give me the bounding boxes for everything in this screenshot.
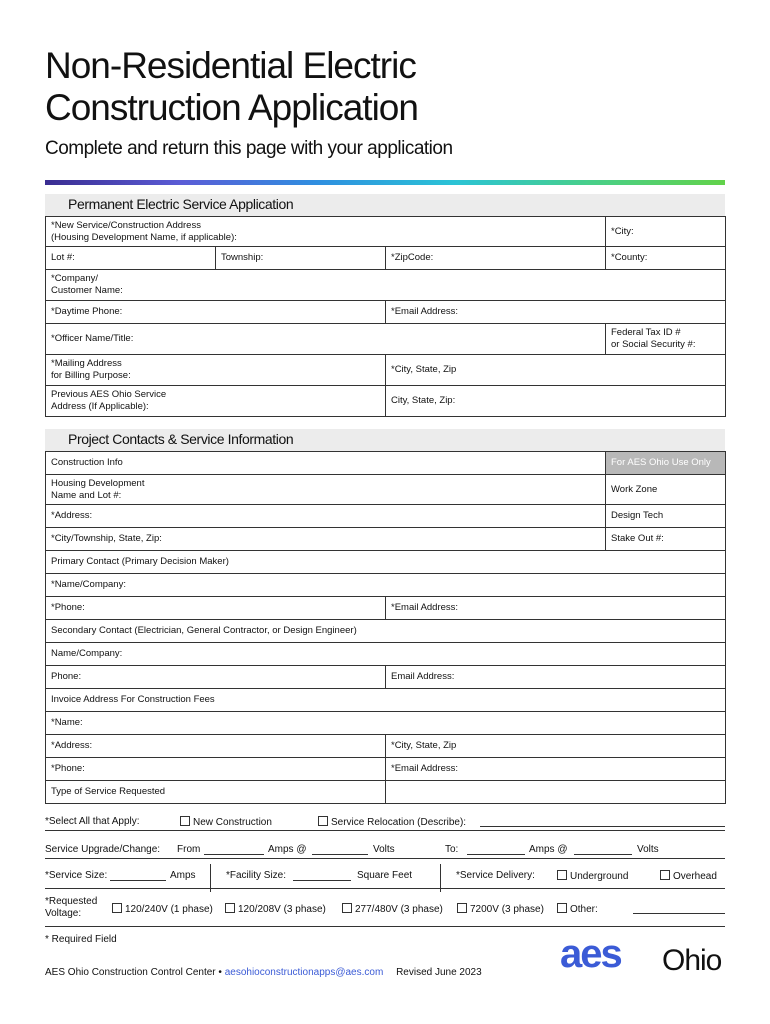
primary-name-field[interactable]: *Name/Company: bbox=[46, 574, 726, 597]
checkbox-icon[interactable] bbox=[225, 903, 235, 913]
primary-contact-label: Primary Contact (Primary Decision Maker) bbox=[46, 551, 726, 574]
work-zone-field[interactable]: Work Zone bbox=[606, 475, 726, 505]
project-contacts-table bbox=[45, 451, 726, 804]
contact-email-link[interactable]: aesohioconstructionapps@aes.com bbox=[224, 967, 384, 978]
voltage-option-7200[interactable]: 7200V (3 phase) bbox=[457, 903, 544, 915]
checkbox-icon[interactable] bbox=[660, 870, 670, 880]
gradient-divider bbox=[45, 180, 725, 185]
square-feet-label: Square Feet bbox=[357, 870, 413, 881]
footer bbox=[45, 967, 482, 978]
control-center-label: AES Ohio Construction Control Center • bbox=[45, 967, 222, 978]
type-of-service-label: Type of Service Requested bbox=[46, 781, 386, 804]
overhead-option[interactable]: Overhead bbox=[660, 870, 717, 882]
city-township-field[interactable]: *City/Township, State, Zip: bbox=[46, 528, 606, 551]
officer-field[interactable]: *Officer Name/Title: bbox=[46, 324, 606, 355]
to-label: To: bbox=[445, 844, 459, 855]
page-subtitle: Complete and return this page with your application bbox=[45, 138, 453, 159]
from-volts-input[interactable] bbox=[312, 854, 368, 855]
checkbox-icon[interactable] bbox=[557, 903, 567, 913]
zipcode-field[interactable]: *ZipCode: bbox=[386, 247, 606, 270]
divider bbox=[440, 864, 441, 892]
to-amps-input[interactable] bbox=[467, 854, 525, 855]
service-delivery-label: *Service Delivery: bbox=[456, 870, 535, 881]
invoice-address-field[interactable]: *Address: bbox=[46, 735, 386, 758]
previous-address-field[interactable]: Previous AES Ohio Service Address (If Applicable): bbox=[46, 386, 386, 417]
permanent-service-table bbox=[45, 216, 726, 417]
facility-size-label: *Facility Size: bbox=[226, 870, 287, 881]
to-amps-at-label: Amps @ bbox=[529, 844, 568, 855]
design-tech-field[interactable]: Design Tech bbox=[606, 505, 726, 528]
lot-field[interactable]: Lot #: bbox=[46, 247, 216, 270]
upgrade-label: Service Upgrade/Change: bbox=[45, 844, 161, 855]
service-size-input[interactable] bbox=[110, 880, 166, 881]
voltage-option-120-208[interactable]: 120/208V (3 phase) bbox=[225, 903, 326, 915]
revised-date: Revised June 2023 bbox=[396, 967, 482, 978]
amps-at-label: Amps @ bbox=[268, 844, 307, 855]
construction-info-label: Construction Info bbox=[46, 452, 606, 475]
previous-csz-field[interactable]: City, State, Zip: bbox=[386, 386, 726, 417]
section-header-permanent: Permanent Electric Service Application bbox=[45, 194, 725, 216]
underground-option[interactable]: Underground bbox=[557, 870, 628, 882]
required-field-note: * Required Field bbox=[45, 934, 117, 945]
checkbox-icon[interactable] bbox=[457, 903, 467, 913]
aes-use-only-label: For AES Ohio Use Only bbox=[606, 452, 726, 475]
checkbox-icon[interactable] bbox=[318, 816, 328, 826]
to-volts-input[interactable] bbox=[574, 854, 632, 855]
email-field[interactable]: *Email Address: bbox=[386, 301, 726, 324]
relocation-option[interactable]: Service Relocation (Describe): bbox=[318, 816, 466, 828]
new-service-address-field[interactable]: *New Service/Construction Address (Housing Development Name, if applicable): bbox=[46, 217, 606, 247]
relocation-input[interactable] bbox=[480, 826, 725, 827]
construction-address-field[interactable]: *Address: bbox=[46, 505, 606, 528]
township-field[interactable]: Township: bbox=[216, 247, 386, 270]
other-voltage-input[interactable] bbox=[633, 913, 725, 914]
from-amps-input[interactable] bbox=[204, 854, 264, 855]
amps-label: Amps bbox=[170, 870, 196, 881]
daytime-phone-field[interactable]: *Daytime Phone: bbox=[46, 301, 386, 324]
to-volts-label: Volts bbox=[637, 844, 659, 855]
checkbox-icon[interactable] bbox=[557, 870, 567, 880]
checkbox-icon[interactable] bbox=[342, 903, 352, 913]
county-field[interactable]: *County: bbox=[606, 247, 726, 270]
primary-phone-field[interactable]: *Phone: bbox=[46, 597, 386, 620]
checkbox-icon[interactable] bbox=[112, 903, 122, 913]
divider bbox=[210, 864, 211, 892]
company-field[interactable]: *Company/ Customer Name: bbox=[46, 270, 726, 301]
city-field[interactable]: *City: bbox=[606, 217, 726, 247]
volts-label: Volts bbox=[373, 844, 395, 855]
page-title: Non-Residential Electric Construction Application bbox=[45, 45, 418, 128]
new-construction-option[interactable]: New Construction bbox=[180, 816, 272, 828]
mailing-address-field[interactable]: *Mailing Address for Billing Purpose: bbox=[46, 355, 386, 386]
section-header-contacts: Project Contacts & Service Information bbox=[45, 429, 725, 451]
invoice-name-field[interactable]: *Name: bbox=[46, 712, 726, 735]
voltage-option-277-480[interactable]: 277/480V (3 phase) bbox=[342, 903, 443, 915]
aes-logo-icon: aes bbox=[560, 932, 621, 976]
housing-development-field[interactable]: Housing Development Name and Lot #: bbox=[46, 475, 606, 505]
stake-out-field[interactable]: Stake Out #: bbox=[606, 528, 726, 551]
secondary-email-field[interactable]: Email Address: bbox=[386, 666, 726, 689]
voltage-option-other[interactable]: Other: bbox=[557, 903, 598, 915]
invoice-label: Invoice Address For Construction Fees bbox=[46, 689, 726, 712]
ohio-logo-text: Ohio bbox=[662, 944, 722, 977]
secondary-name-field[interactable]: Name/Company: bbox=[46, 643, 726, 666]
aes-ohio-logo bbox=[560, 932, 730, 980]
secondary-phone-field[interactable]: Phone: bbox=[46, 666, 386, 689]
primary-email-field[interactable]: *Email Address: bbox=[386, 597, 726, 620]
type-of-service-field[interactable] bbox=[386, 781, 726, 804]
service-size-label: *Service Size: bbox=[45, 870, 108, 881]
facility-size-input[interactable] bbox=[293, 880, 351, 881]
from-label: From bbox=[177, 844, 201, 855]
checkbox-icon[interactable] bbox=[180, 816, 190, 826]
mailing-csz-field[interactable]: *City, State, Zip bbox=[386, 355, 726, 386]
invoice-csz-field[interactable]: *City, State, Zip bbox=[386, 735, 726, 758]
voltage-option-120-240[interactable]: 120/240V (1 phase) bbox=[112, 903, 213, 915]
tax-id-field[interactable]: Federal Tax ID # or Social Security #: bbox=[606, 324, 726, 355]
invoice-phone-field[interactable]: *Phone: bbox=[46, 758, 386, 781]
secondary-contact-label: Secondary Contact (Electrician, General Contractor, or Design Engineer) bbox=[46, 620, 726, 643]
select-all-label: *Select All that Apply: bbox=[45, 816, 140, 827]
invoice-email-field[interactable]: *Email Address: bbox=[386, 758, 726, 781]
requested-voltage-label: *Requested Voltage: bbox=[45, 896, 98, 919]
